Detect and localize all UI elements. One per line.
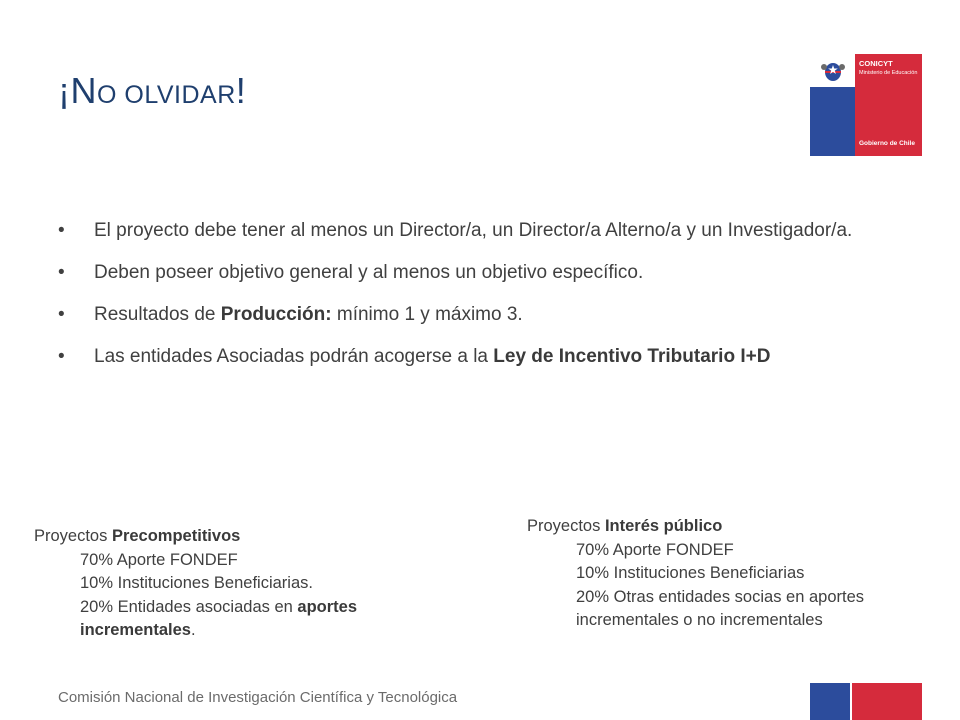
slide-title <box>58 70 246 112</box>
precompetitivos-heading: Proyectos Precompetitivos <box>34 527 241 545</box>
title-start: ¡N <box>58 70 97 111</box>
interes-publico-line1: 70% Aporte FONDEF <box>576 540 734 559</box>
bullet-item: • El proyecto debe tener al menos un Director/a, un Director/a Alterno/a y un Investigador/a. <box>58 218 878 244</box>
bullet-list <box>58 218 878 386</box>
interes-publico-heading: Proyectos Interés público <box>527 517 723 535</box>
bullet-icon: • <box>58 346 65 367</box>
flag-bar <box>810 683 922 720</box>
title-end: ! <box>235 70 247 111</box>
title-smallcaps: O OLVIDAR <box>97 81 236 109</box>
precompetitivos-line3: 20% Entidades asociadas en aportes incrementales. <box>80 597 358 639</box>
bullet-item: • Deben poseer objetivo general y al menos un objetivo específico. <box>58 260 878 286</box>
conicyt-logo <box>810 54 922 156</box>
logo-government: Gobierno de Chile <box>859 140 915 147</box>
interes-publico-box <box>527 515 927 633</box>
footer-text: Comisión Nacional de Investigación Científica y Tecnológica <box>58 689 458 706</box>
logo-ministry: Ministerio de Educación <box>859 70 918 76</box>
flag-blue <box>810 683 850 720</box>
logo-org: CONICYT <box>859 59 893 68</box>
bullet-icon: • <box>58 304 65 325</box>
bullet-icon: • <box>58 220 65 241</box>
precompetitivos-line2: 10% Instituciones Beneficiarias. <box>80 574 313 592</box>
flag-red <box>852 683 922 720</box>
interes-publico-line2: 10% Instituciones Beneficiarias <box>576 564 805 582</box>
precompetitivos-line1: 70% Aporte FONDEF <box>80 550 238 569</box>
coat-of-arms-icon <box>820 58 846 84</box>
interes-publico-line3: 20% Otras entidades socias en aportes incrementales o no incrementales <box>576 587 865 629</box>
bullet-icon: • <box>58 262 65 283</box>
precompetitivos-box <box>34 525 414 643</box>
bullet-item: • Las entidades Asociadas podrán acogerse a la Ley de Incentivo Tributario I+D <box>58 344 878 370</box>
bullet-item: • Resultados de Producción: mínimo 1 y máximo 3. <box>58 302 878 328</box>
